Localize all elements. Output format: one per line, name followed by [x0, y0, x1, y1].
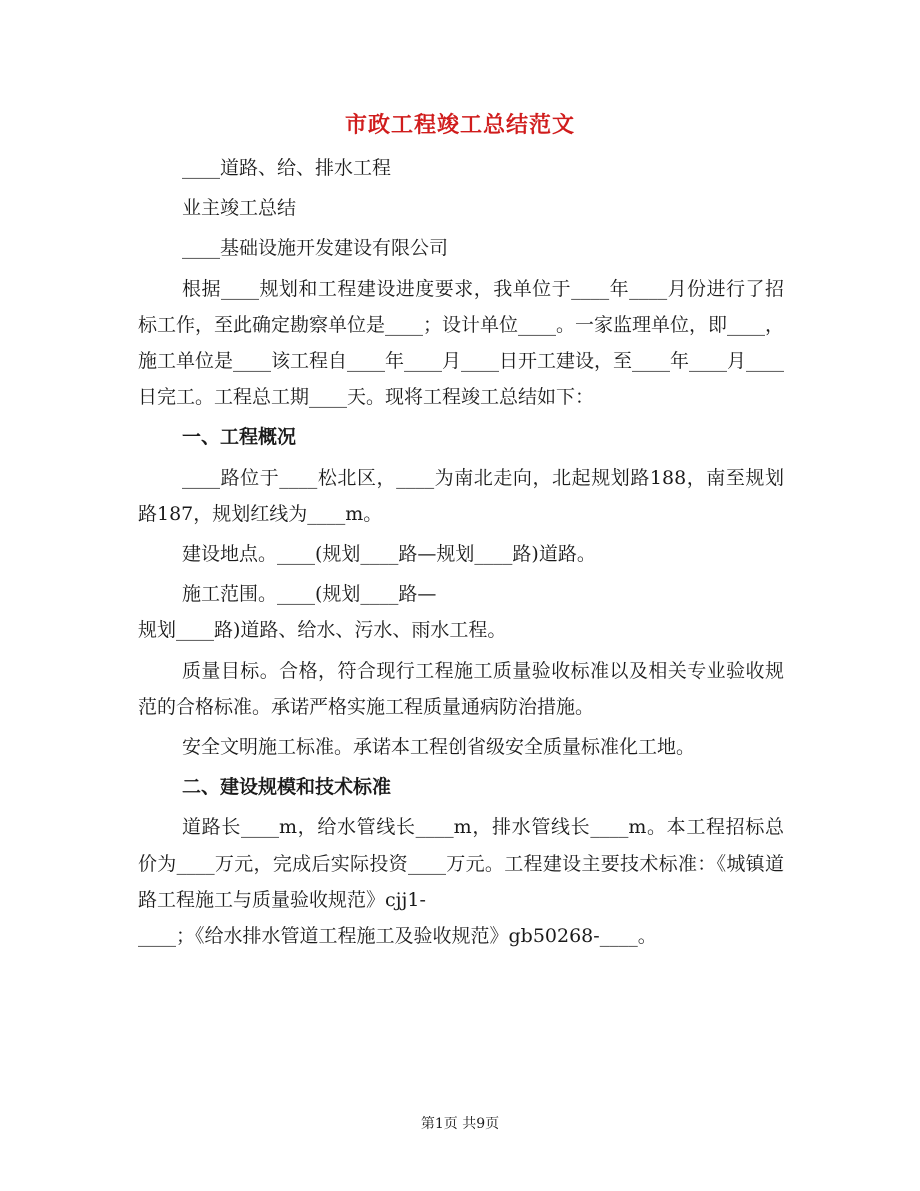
paragraph-road-location: ____路位于____松北区，____为南北走向，北起规划路188，南至规划路187，规划红线为____m。: [138, 466, 784, 525]
page-footer: 第1页 共9页: [420, 1116, 500, 1132]
paragraph-scale-details-cont: ____；《给水排水管道工程施工及验收规范》gb50268-____。: [138, 925, 657, 948]
paragraph-scale-details: 道路长____m，给水管线长____m，排水管线长____m。本工程招标总价为____万元，完成后实际投资____万元。工程建设主要技术标准：《城镇道路工程施工与质量验收规范》cjj1-: [138, 816, 784, 911]
paragraph-construction-site: 建设地点。____(规划____路—规划____路)道路。: [182, 543, 596, 566]
paragraph-quality-target: 质量目标。合格，符合现行工程施工质量验收标准以及相关专业验收规范的合格标准。承诺严格实施工程质量通病防治措施。: [138, 659, 784, 718]
document-title: 市政工程竣工总结范文: [344, 112, 575, 138]
paragraph-safety-standard: 安全文明施工标准。承诺本工程创省级安全质量标准化工地。: [182, 736, 696, 759]
paragraph-company: ____基础设施开发建设有限公司: [182, 237, 449, 260]
document-body: [138, 150, 784, 958]
section-heading-scale: 二、建设规模和技术标准: [182, 776, 392, 799]
paragraph-project-name: ____道路、给、排水工程: [182, 157, 392, 179]
paragraph-intro: 根据____规划和工程建设进度要求，我单位于____年____月份进行了招标工作，至此确定勘察单位是____；设计单位____。一家监理单位，即____，施工单位是____该工程自____年____月____日开工建设，至____年____月____日完工。工程总工期____天。现将工程竣工总结如下：: [138, 277, 785, 409]
section-heading-overview: 一、工程概况: [182, 426, 297, 449]
paragraph-summary-type: 业主竣工总结: [182, 197, 297, 220]
paragraph-construction-scope-cont: 规划____路)道路、给水、污水、雨水工程。: [138, 619, 507, 642]
paragraph-construction-scope: 施工范围。____(规划____路—: [182, 583, 437, 606]
